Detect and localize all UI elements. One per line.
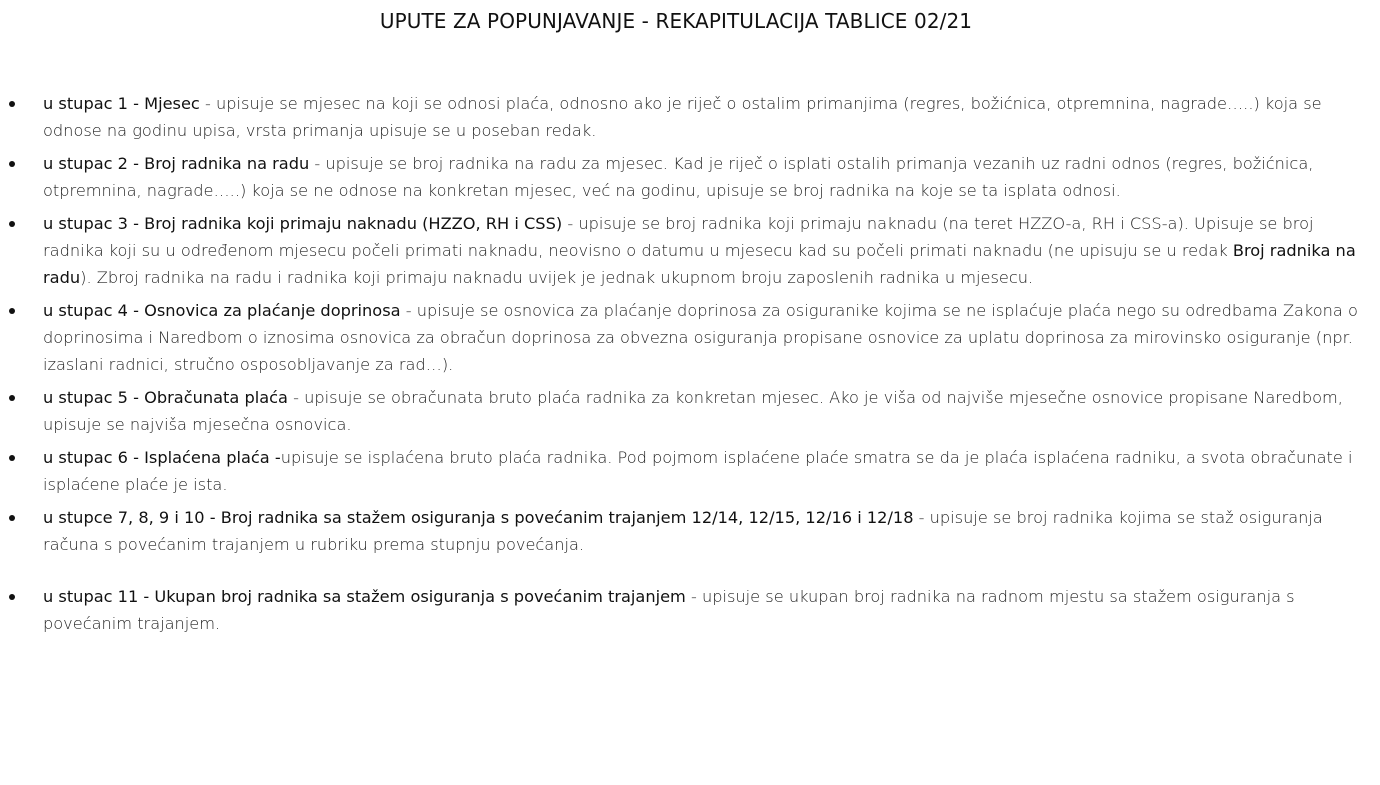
item-text: upisuje se isplaćena bruto plaća radnika. Pod pojmom isplaćene plaće smatra se da je plaća isplaćena radniku, a svota obračunate i isplaćene plaće je ista. bbox=[43, 448, 1353, 494]
list-item-columns-7-10 bbox=[0, 504, 1380, 558]
list-item-column-3 bbox=[0, 210, 1380, 291]
item-lead: u stupac 11 - Ukupan broj radnika sa stažem osiguranja s povećanim trajanjem bbox=[43, 587, 686, 606]
item-text: - upisuje se broj radnika koji primaju naknadu (na teret HZZO-a, RH i CSS-a). Upisuje se broj radnika koji su u određenom mjesecu počeli primati naknadu, neovisno o datumu u mjesecu kad su počeli primati naknadu (ne upisuju se u redak bbox=[43, 214, 1314, 260]
list-item-column-1 bbox=[0, 90, 1380, 144]
item-lead: u stupac 2 - Broj radnika na radu bbox=[43, 154, 310, 173]
item-text-after: ). Zbroj radnika na radu i radnika koji primaju naknadu uvijek je jednak ukupnom broju zaposlenih radnika u mjesecu. bbox=[80, 268, 1034, 287]
list-item-column-6 bbox=[0, 444, 1380, 498]
list-item-column-11 bbox=[0, 583, 1380, 637]
instructions-list bbox=[0, 90, 1380, 643]
item-text: - upisuje se broj radnika kojima se staž osiguranja računa s povećanim trajanjem u rubriku prema stupnju povećanja. bbox=[43, 508, 1323, 554]
item-text: - upisuje se osnovica za plaćanje doprinosa za osiguranike kojima se ne isplaćuje plaća nego su odredbama Zakona o doprinosima i Naredbom o iznosima osnovica za obračun doprinosa za obvezna osiguranja propisane osnovice za uplatu doprinosa za mirovinsko osiguranje (npr. izaslani radnici, stručno osposobljavanje za rad…). bbox=[43, 301, 1358, 374]
item-lead: u stupac 5 - Obračunata plaća bbox=[43, 388, 288, 407]
bullet-icon bbox=[9, 101, 15, 107]
list-item-column-4 bbox=[0, 297, 1380, 378]
item-inline-emphasis: Broj radnika na radu bbox=[43, 241, 1356, 287]
page-title: UPUTE ZA POPUNJAVANJE - REKAPITULACIJA TABLICE 02/21 bbox=[379, 9, 973, 33]
item-lead: u stupac 4 - Osnovica za plaćanje doprinosa bbox=[43, 301, 401, 320]
bullet-icon bbox=[9, 395, 15, 401]
item-text: - upisuje se ukupan broj radnika na radnom mjestu sa stažem osiguranja s povećanim trajanjem. bbox=[43, 587, 1295, 633]
bullet-icon bbox=[9, 515, 15, 521]
bullet-icon bbox=[9, 308, 15, 314]
bullet-icon bbox=[9, 455, 15, 461]
bullet-icon bbox=[9, 221, 15, 227]
bullet-icon bbox=[9, 594, 15, 600]
item-text: - upisuje se broj radnika na radu za mjesec. Kad je riječ o isplati ostalih primanja vezanih uz radni odnos (regres, božićnica, otpremnina, nagrade…..) koja se ne odnose na konkretan mjesec, već na godinu, upisuje se broj radnika na koje se ta isplata odnosi. bbox=[43, 154, 1314, 200]
item-lead: u stupac 1 - Mjesec bbox=[43, 94, 200, 113]
item-text: - upisuje se obračunata bruto plaća radnika za konkretan mjesec. Ako je viša od najviše mjesečne osnovice propisane Naredbom, upisuje se najviša mjesečna osnovica. bbox=[43, 388, 1343, 434]
list-item-column-2 bbox=[0, 150, 1380, 204]
item-lead: u stupac 3 - Broj radnika koji primaju naknadu (HZZO, RH i CSS) bbox=[43, 214, 563, 233]
item-text: - upisuje se mjesec na koji se odnosi plaća, odnosno ako je riječ o ostalim primanjima (regres, božićnica, otpremnina, nagrade…..) koja se odnose na godinu upisa, vrsta primanja upisuje se u poseban redak. bbox=[43, 94, 1322, 140]
bullet-icon bbox=[9, 161, 15, 167]
item-lead: u stupac 6 - Isplaćena plaća - bbox=[43, 448, 281, 467]
list-item-column-5 bbox=[0, 384, 1380, 438]
item-lead: u stupce 7, 8, 9 i 10 - Broj radnika sa stažem osiguranja s povećanim trajanjem 12/14, 12/15, 12/16 i 12/18 bbox=[43, 508, 914, 527]
